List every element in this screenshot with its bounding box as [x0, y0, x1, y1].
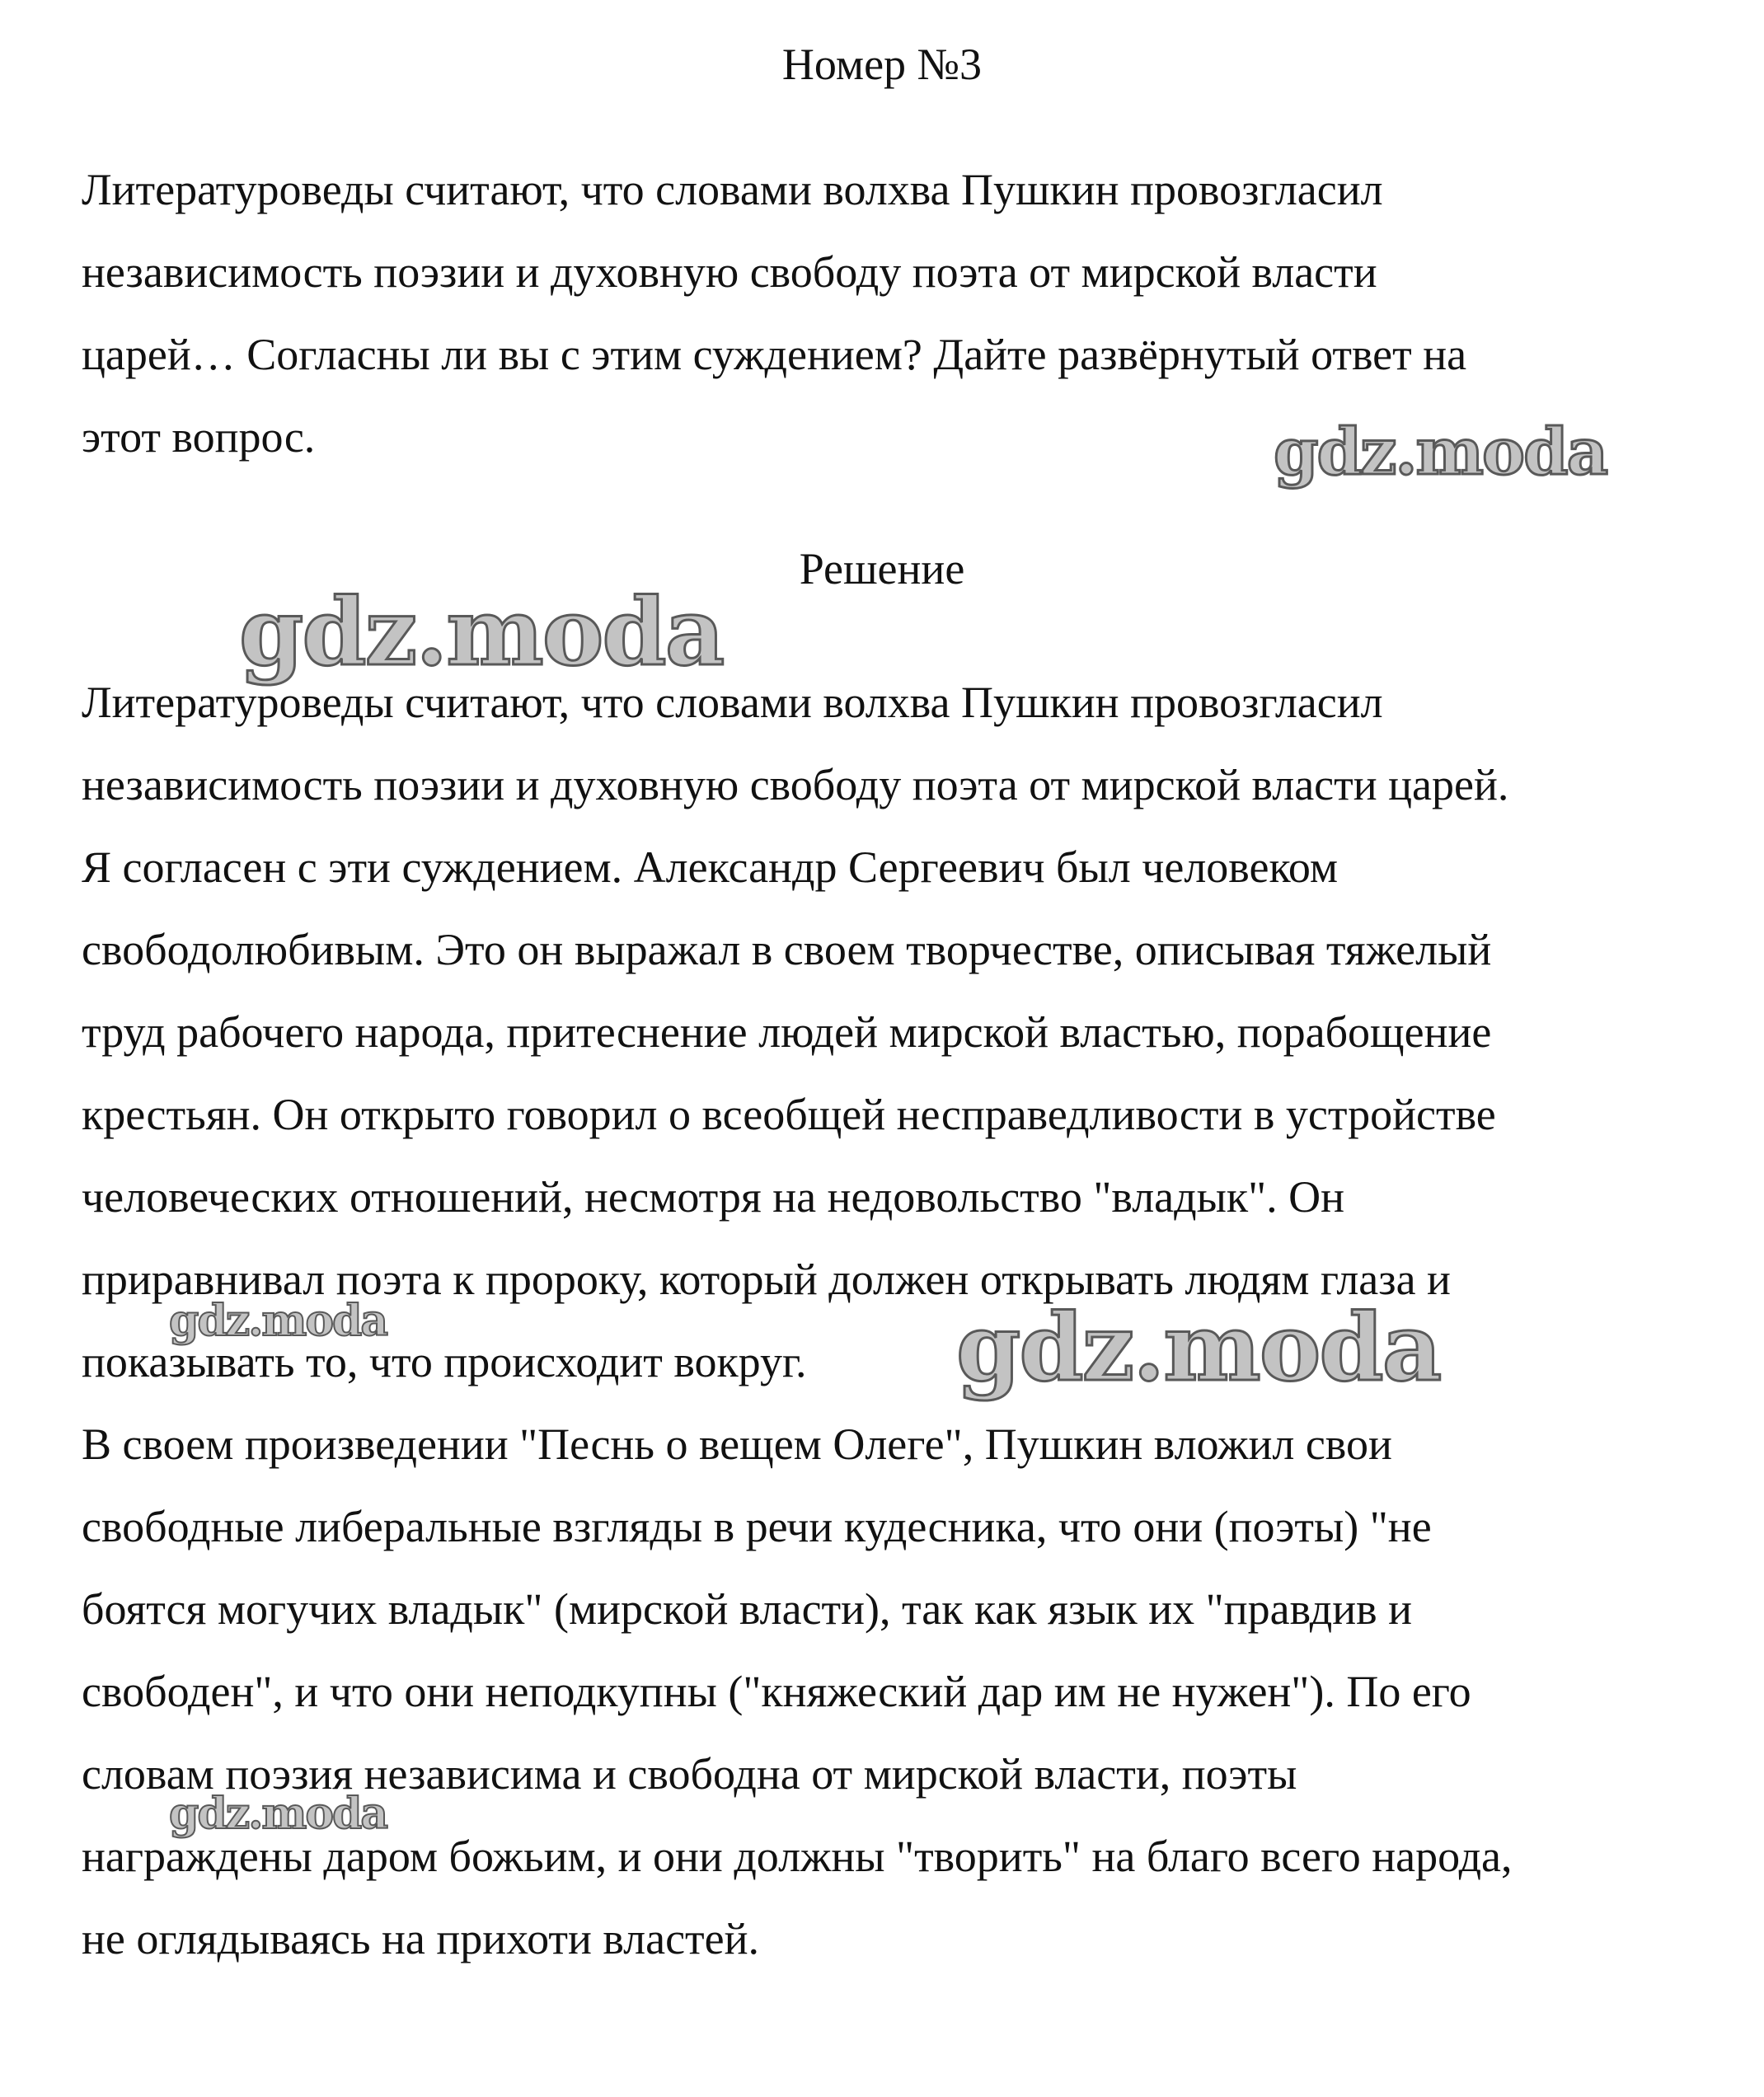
answer-line: крестьян. Он открыто говорил о всеобщей несправедливости в устройстве — [82, 1090, 1496, 1139]
answer-line: не оглядываясь на прихоти властей. — [82, 1914, 760, 1963]
answer-line: свободные либеральные взгляды в речи кудесника, что они (поэты) "не — [82, 1502, 1432, 1551]
answer-line: человеческих отношений, несмотря на недовольство "владык". Он — [82, 1172, 1345, 1222]
question-line: царей… Согласны ли вы с этим суждением? Дайте развёрнутый ответ на — [82, 330, 1467, 379]
watermark: gdz.moda — [169, 1789, 387, 1839]
watermark: gdz.moda — [1274, 415, 1607, 490]
answer-line: свободолюбивым. Это он выражал в своем творчестве, описывая тяжелый — [82, 925, 1492, 974]
answer-line: словам поэзия независима и свободна от мирской власти, поэты — [82, 1749, 1297, 1799]
solution-heading: Решение — [799, 544, 965, 593]
question-line: Литературоведы считают, что словами волхва Пушкин провозгласил — [82, 165, 1383, 214]
question-line: этот вопрос. — [82, 412, 316, 462]
watermark: gdz.moda — [169, 1296, 387, 1346]
watermark: gdz.moda — [956, 1294, 1441, 1402]
question-line: независимость поэзии и духовную свободу поэта от мирской власти — [82, 247, 1377, 297]
answer-line: показывать то, что происходит вокруг. — [82, 1337, 807, 1386]
answer-line: независимость поэзии и духовную свободу поэта от мирской власти царей. — [82, 760, 1509, 809]
answer-line: Литературоведы считают, что словами волхва Пушкин провозгласил — [82, 678, 1383, 727]
answer-line: боятся могучих владык" (мирской власти), так как язык их "правдив и — [82, 1584, 1413, 1634]
answer-line: свободен", и что они неподкупны ("княжеский дар им не нужен"). По его — [82, 1667, 1471, 1716]
answer-line: приравнивал поэта к пророку, который должен открывать людям глаза и — [82, 1255, 1451, 1304]
watermark: gdz.moda — [239, 579, 724, 687]
answer-line: награждены даром божьим, и они должны "творить" на благо всего народа, — [82, 1832, 1513, 1881]
answer-line: В своем произведении "Песнь о вещем Олеге", Пушкин вложил свои — [82, 1419, 1392, 1469]
page-title: Номер №3 — [781, 40, 983, 89]
answer-line: труд рабочего народа, притеснение людей мирской властью, порабощение — [82, 1007, 1492, 1057]
answer-line: Я согласен с эти суждением. Александр Сергеевич был человеком — [82, 842, 1339, 892]
